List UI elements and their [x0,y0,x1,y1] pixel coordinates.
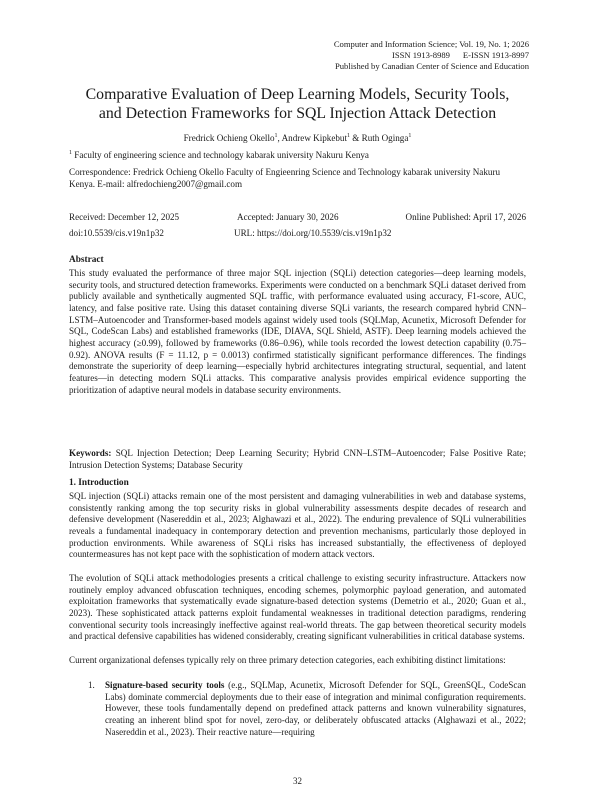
title-line-2: and Detection Frameworks for SQL Injection Attack Detection [98,105,497,122]
page-number: 32 [293,776,302,786]
author-affil-mark: 1 [274,133,278,139]
journal-citation: Computer and Information Science; Vol. 19, No. 1; 2026 [333,39,529,49]
intro-paragraph-1-text: SQL injection (SQLi) attacks remain one of the most persistent and damaging vulnerabilities in web and database systems, consistently ranking among the top security risks in global vulnerability assessments despite decades of research and defensive development (Nasereddin et al., 2023; Alghawazi et al., 2022). The enduring prevalence of SQLi vulnerabilities reveals a fundamental inadequacy in contemporary detection and prevention mechanisms, particularly those deployed in production environments. While awareness of SQLi risks has increased substantially, the effectiveness of deployed countermeasures has not kept pace with the sophistication of modern attack vectors. [69,491,526,560]
intro-paragraph-2 [69,573,526,643]
author-name: Fredrick Ochieng Okello [183,133,275,144]
list-item-text: (e.g., SQLMap, Acunetix, Microsoft Defender for SQL, GreenSQL, CodeScan Labs) dominate commercial deployments due to their ease of integration and minimal configuration requirements. However, these tools fundamentally depend on predefined attack patterns and known vulnerability signatures, creating an inherent blind spot for novel, zero-day, or deliberately obfuscated attacks (Alghawazi et al., 2022; Nasereddin et al., 2023). Their reactive nature—requiring [105,680,526,737]
affiliation [69,150,369,160]
doi-row [69,227,526,243]
intro-paragraph-3 [69,655,526,667]
intro-paragraph-3-text: Current organizational defenses typically rely on three primary detection categories, each exhibiting distinct limitations: [69,655,506,665]
abstract-paragraph: This study evaluated the performance of three major SQL injection (SQLi) detection categories—deep learning models, security tools, and structured detection frameworks. Experiments were conducted on a benchmark SQLi dataset derived from publicly available and synthetically augmented SQL traffic, with performance evaluated using accuracy, F1-score, AUC, latency, and false positive rate. Using this dataset containing diverse SQLi variants, the research compared hybrid CNN–LSTM–Autoencoder and Transformer-based models against widely used tools (SQLMap, Acunetix, Microsoft Defender for SQL, CodeScan Labs) and established frameworks (IDE, DIAVA, SQL Shield, ASTF). Deep learning models achieved the highest accuracy (≥0.99), followed by frameworks (0.86–0.96), while tools recorded the lowest detection capability (0.75–0.92). ANOVA results (F = 11.12, p = 0.0013) confirmed statistically significant performance differences. The findings demonstrate the superiority of deep learning—especially hybrid architectures integrating structural, sequential, and latent features—in detecting modern SQLi attacks. This comparative analysis provides empirical evidence supporting the prioritization of adaptive neural models in database security environments. [69,268,526,395]
intro-paragraph-2-text: The evolution of SQLi attack methodologies presents a critical challenge to existing security infrastructure. Attackers now routinely employ advanced obfuscation techniques, encoding schemes, polymorphic payload generation, and automated exploitation frameworks that systematically evade signature-based detection systems (Demetrio et al., 2020; Guan et al., 2023). These sophisticated attack patterns exploit fundamental weaknesses in traditional detection paradigms, rendering conventional security tools increasingly ineffective against real-world threats. The gap between theoretical security models and practical defensive capabilities has widened considerably, creating significant vulnerabilities in critical database systems. [69,573,526,642]
affiliation-mark: 1 [69,150,72,156]
list-item [105,680,526,738]
doi: doi:10.5539/cis.v19n1p32 [69,228,164,238]
author-name: & Ruth Oginga [350,133,409,144]
list-item-term: Signature-based security tools [105,680,225,690]
author-affil-mark: 1 [347,133,351,139]
journal-issn: ISSN 1913-8989 E-ISSN 1913-8997 [391,50,529,61]
doi-url: URL: https://doi.org/10.5539/cis.v19n1p32 [234,228,392,238]
journal-publisher: Published by Canadian Center of Science and Education [334,61,529,72]
abstract-heading: Abstract [69,255,104,265]
keywords-label: Keywords: [69,448,112,458]
correspondence: Correspondence: Fredrick Ochieng Okello Faculty of Engieenring Science and Technology kabarak university Nakuru Kenya. E-mail: alfredochieng2007@gmail.com [69,167,501,190]
list-item-number: 1. [88,680,95,690]
affiliation-text: Faculty of engineering science and technology kabarak university Nakuru Kenya [72,150,369,161]
accepted-date: Accepted: January 30, 2026 [237,212,339,222]
author-affil-mark: 1 [408,133,412,139]
journal-header [334,39,529,73]
received-date: Received: December 12, 2025 [69,212,180,222]
abstract-text [69,268,526,396]
dates-row [69,211,526,227]
intro-paragraph-1 [69,491,526,561]
introduction-heading: 1. Introduction [69,478,129,488]
author-list [40,133,555,143]
author-name: , Andrew Kipkebut [277,133,348,144]
keywords-text: SQL Injection Detection; Deep Learning Security; Hybrid CNN–LSTM–Autoencoder; False Positive Rate; Intrusion Detection Systems; Database Security [69,448,526,470]
paper-title [40,85,555,123]
keywords [69,448,526,471]
publication-dates [69,211,526,243]
limitations-list [88,680,526,738]
published-date: Online Published: April 17, 2026 [405,212,526,222]
title-line-1: Comparative Evaluation of Deep Learning Models, Security Tools, [85,86,510,103]
